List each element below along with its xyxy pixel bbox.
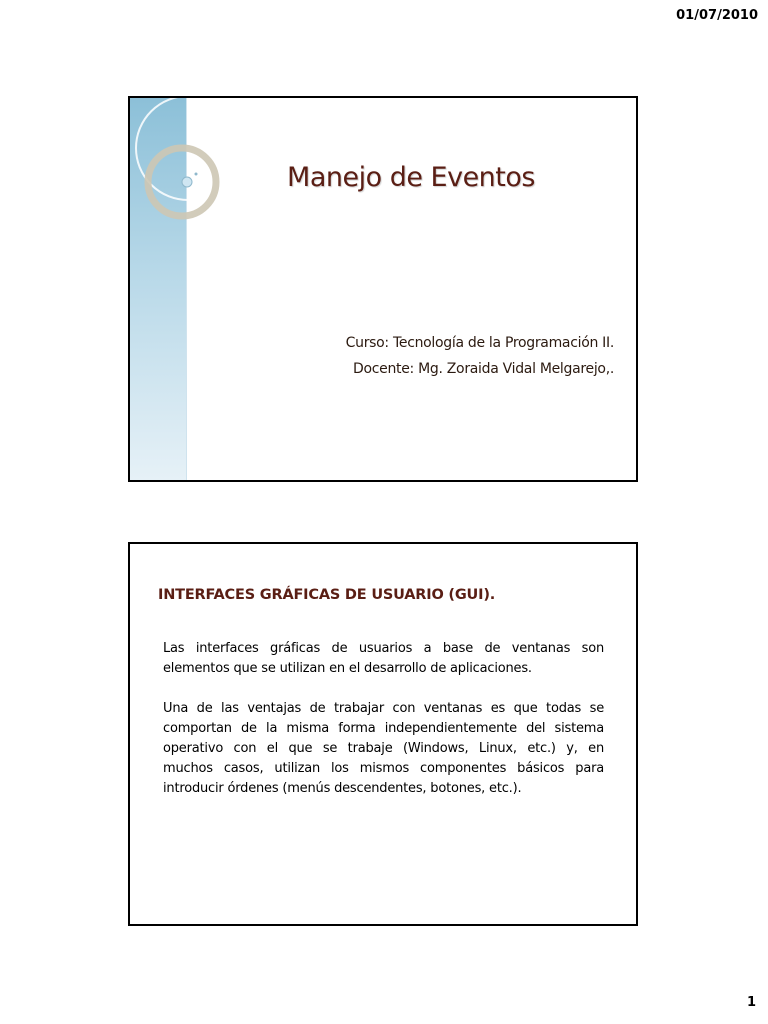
- slide-body: [163, 639, 604, 819]
- subtitle-block: [346, 330, 614, 382]
- slide-title-slide: [128, 96, 638, 482]
- text-line: elementos que se utilizan en el desarrollo de aplicaciones.: [163, 661, 532, 676]
- slide-title: Manejo de Eventos: [287, 162, 535, 193]
- header-date: 01/07/2010: [676, 8, 758, 23]
- text-line: muchos casos, utilizan los mismos componentes básicos para: [163, 761, 604, 776]
- text-line: operativo con el que se trabaje (Windows, Linux, etc.) y, en: [163, 741, 604, 756]
- text-line: Las interfaces gráficas de usuarios a base de ventanas son: [163, 641, 604, 656]
- page-number: 1: [746, 995, 756, 1010]
- teacher-line: Docente: Mg. Zoraida Vidal Melgarejo,.: [353, 361, 614, 377]
- text-line: comportan de la misma forma independientemente del sistema: [163, 721, 604, 736]
- course-line: Curso: Tecnología de la Programación II.: [345, 335, 614, 351]
- slide-heading: INTERFACES GRÁFICAS DE USUARIO (GUI).: [158, 587, 496, 603]
- text-line: Una de las ventajas de trabajar con ventanas es que todas se: [163, 701, 604, 716]
- paragraph-1: [163, 639, 604, 679]
- slide-gui-content: [128, 542, 638, 926]
- text-line: introducir órdenes (menús descendentes, botones, etc.).: [163, 781, 522, 796]
- paragraph-2: [163, 699, 604, 799]
